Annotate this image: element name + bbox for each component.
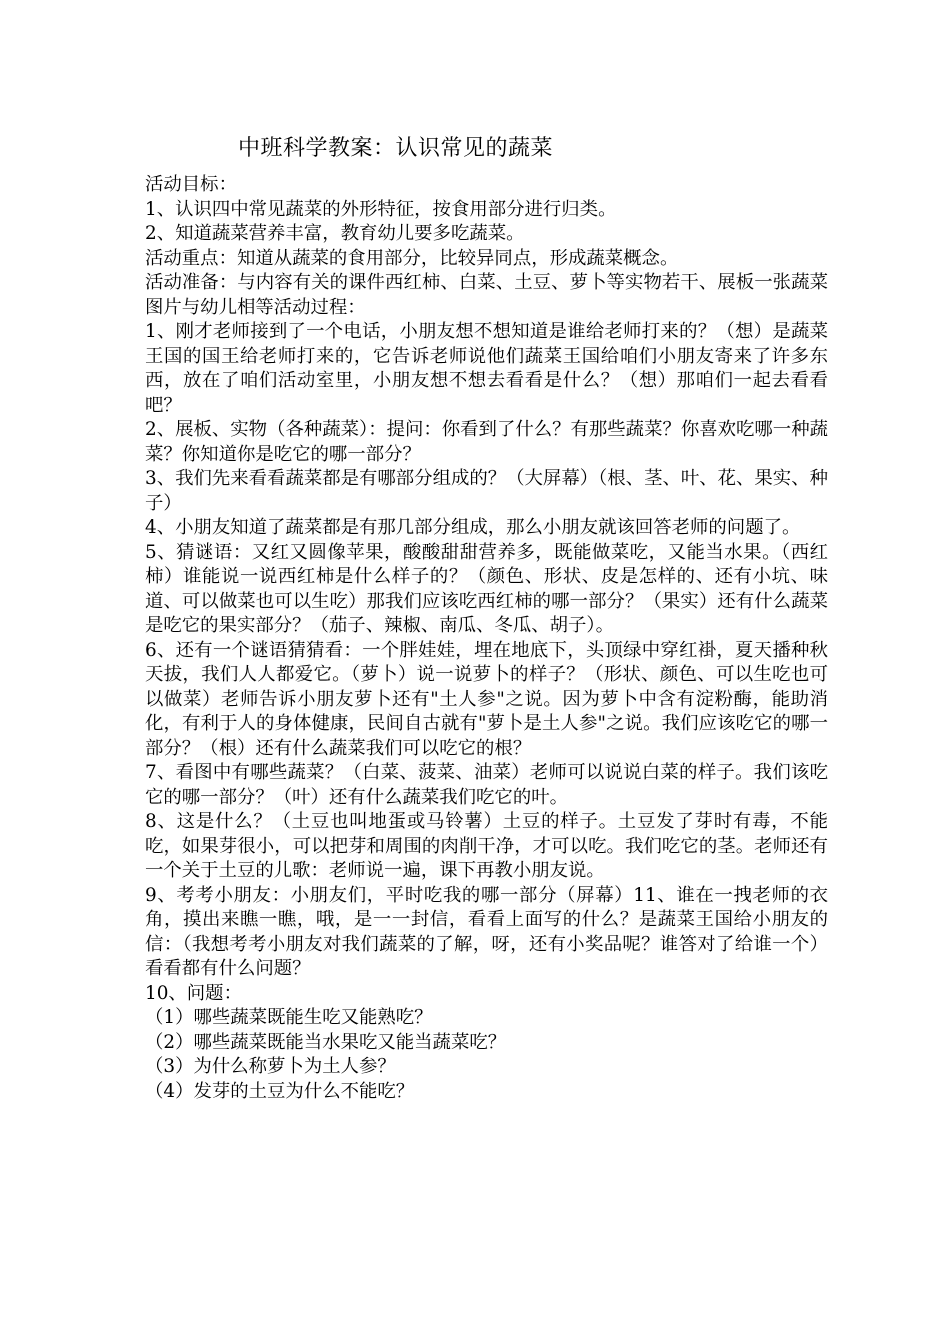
section-heading-goals: 活动目标：	[145, 174, 237, 195]
question-3: （3）为什么称萝卜为土人参？	[145, 1056, 396, 1077]
question-1: （1）哪些蔬菜既能生吃又能熟吃？	[145, 1007, 433, 1028]
process-step-7: 7、看图中有哪些蔬菜？（白菜、菠菜、油菜）老师可以说说白菜的样子。我们该吃它的哪一部分？（叶）还有什么蔬菜我们吃它的叶。	[145, 762, 828, 808]
goal-item-1: 1、认识四中常见蔬菜的外形特征，按食用部分进行归类。	[145, 198, 617, 220]
question-4: （4）发芽的土豆为什么不能吃？	[145, 1080, 415, 1102]
process-step-5: 5、猜谜语：又红又圆像苹果，酸酸甜甜营养多，既能做菜吃，又能当水果。（西红柿）谁能说一说西红柿是什么样子的？（颜色、形状、皮是怎样的、还有小坑、味道、可以做菜也可以生吃）那我们应该吃西红柿的哪一部分？（果实）还有什么蔬菜是吃它的果实部分？（茄子、辣椒、南瓜、冬瓜、胡子）。	[145, 541, 828, 636]
question-2: （2）哪些蔬菜既能当水果吃又能当蔬菜吃？	[145, 1031, 507, 1053]
process-step-8: 8、这是什么？（土豆也叫地蛋或马铃薯）土豆的样子。土豆发了芽时有毒，不能吃，如果芽很小，可以把芽和周围的肉削干净，才可以吃。我们吃它的茎。老师还有一个关于土豆的儿歌：老师说一遍，课下再教小朋友说。	[145, 811, 828, 881]
process-step-6: 6、还有一个谜语猜猜看：一个胖娃娃，埋在地底下，头顶绿中穿红褂，夏天播种秋天拔，我们人人都爱它。（萝卜）说一说萝卜的样子？（形状、颜色、可以生吃也可以做菜）老师告诉小朋友萝卜还有"土人参"之说。因为萝卜中含有淀粉酶，能助消化，有利于人的身体健康，民间自古就有"萝卜是土人参"之说。我们应该吃它的哪一部分？（根）还有什么蔬菜我们可以吃它的根？	[145, 639, 828, 759]
process-step-1: 1、刚才老师接到了一个电话，小朋友想不想知道是谁给老师打来的？（想）是蔬菜王国的国王给老师打来的，它告诉老师说他们蔬菜王国给咱们小朋友寄来了许多东西，放在了咱们活动室里，小朋友想不想去看看是什么？（想）那咱们一起去看看吧？	[145, 321, 828, 416]
document-title: 中班科学教案：认识常见的蔬菜	[238, 136, 554, 161]
process-step-10: 10、问题：	[145, 982, 242, 1004]
process-step-3: 3、我们先来看看蔬菜都是有哪部分组成的？（大屏幕）（根、茎、叶、花、果实、种子）	[145, 468, 828, 514]
preparation: 活动准备：与内容有关的课件西红柿、白菜、土豆、萝卜等实物若干、展板一张蔬菜图片与幼儿相等活动过程：	[145, 272, 828, 318]
process-step-2: 2、展板、实物（各种蔬菜）：提问：你看到了什么？有那些蔬菜？你喜欢吃哪一种蔬菜？你知道你是吃它的哪一部分？	[145, 419, 828, 465]
key-points: 活动重点：知道从蔬菜的食用部分，比较异同点，形成蔬菜概念。	[145, 247, 679, 269]
document-body	[145, 173, 828, 1104]
process-step-4: 4、小朋友知道了蔬菜都是有那几部分组成，那么小朋友就该回答老师的问题了。	[145, 517, 801, 538]
process-step-9: 9、考考小朋友：小朋友们，平时吃我的哪一部分（屏幕）11、谁在一拽老师的衣角，摸出来瞧一瞧，哦，是一一封信，看看上面写的什么？是蔬菜王国给小朋友的信：（我想考考小朋友对我们蔬菜的了解，呀，还有小奖品呢？谁答对了给谁一个）看看都有什么问题？	[145, 884, 828, 979]
goal-item-2: 2、知道蔬菜营养丰富，教育幼儿要多吃蔬菜。	[145, 223, 525, 244]
